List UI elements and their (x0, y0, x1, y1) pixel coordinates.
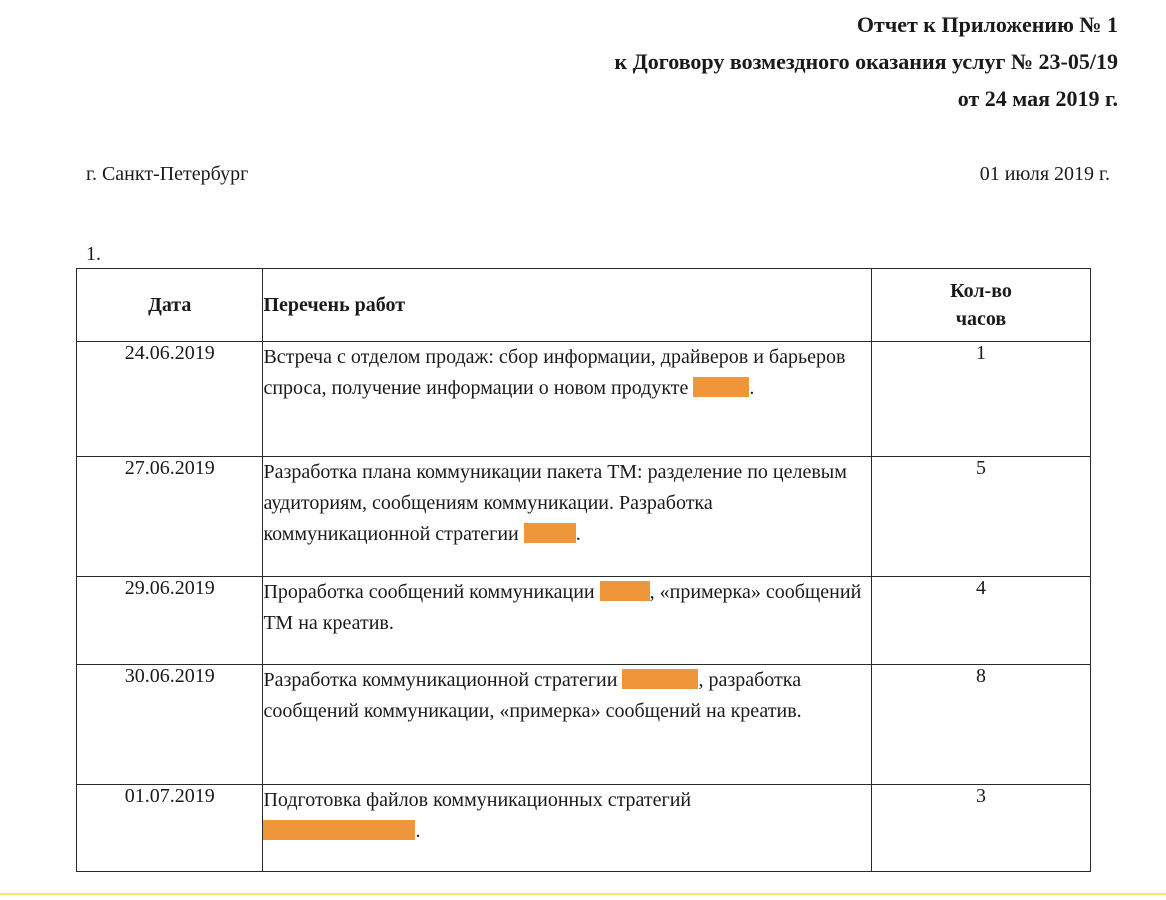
redaction-mark (524, 523, 576, 543)
header-hours-line2: часов (955, 308, 1007, 330)
header-title: Отчет к Приложению № 1 (856, 12, 1118, 37)
row-hours: 3 (871, 785, 1090, 872)
redaction-mark (693, 377, 749, 397)
row-date: 24.06.2019 (77, 342, 263, 457)
row-work-text-after: . (575, 523, 581, 545)
table-row (77, 342, 1091, 457)
row-date: 30.06.2019 (77, 665, 263, 785)
table-header-row (77, 269, 1091, 342)
city-label: г. Санкт-Петербург (86, 163, 249, 185)
row-work-text-after: . (749, 377, 755, 399)
row-hours: 4 (871, 577, 1090, 665)
row-work (263, 785, 872, 872)
header-hours-line1: Кол-во (950, 280, 1012, 302)
row-work-text-after: , разработка сообщений коммуникации, «примерка» сообщений на креатив. (263, 669, 802, 722)
row-work (263, 665, 872, 785)
row-work-text: Разработка плана коммуникации пакета ТМ: разделение по целевым аудиториям, сообщениям коммуникации. Разработка коммуникационной стратегии (263, 461, 847, 545)
row-work (263, 577, 872, 665)
header-work-list: Перечень работ (263, 269, 872, 342)
document-header (615, 6, 1119, 117)
redaction-mark (600, 581, 650, 601)
row-work-text: Подготовка файлов коммуникационных стратегий (263, 789, 692, 811)
redaction-mark (622, 669, 698, 689)
header-contract-date: от 24 мая 2019 г. (957, 86, 1118, 111)
row-work-text-after: . (415, 820, 421, 842)
table-row (77, 785, 1091, 872)
redaction-mark (263, 820, 415, 840)
row-hours: 5 (871, 457, 1090, 577)
table-row (77, 457, 1091, 577)
table-row (77, 577, 1091, 665)
row-work-text: Разработка коммуникационной стратегии (263, 669, 618, 691)
row-date: 29.06.2019 (77, 577, 263, 665)
row-work (263, 457, 872, 577)
row-work-text-after: , «примерка» сообщений ТМ на креатив. (263, 581, 862, 634)
header-date: Дата (77, 269, 263, 342)
header-hours (871, 269, 1090, 342)
section-number: 1. (86, 243, 101, 265)
row-date: 01.07.2019 (77, 785, 263, 872)
document-date: 01 июля 2019 г. (979, 163, 1110, 185)
table-row (77, 665, 1091, 785)
row-date: 27.06.2019 (77, 457, 263, 577)
row-work-text: Встреча с отделом продаж: сбор информации, драйверов и барьеров спроса, получение информации о новом продукте (263, 346, 846, 399)
work-report-table (76, 268, 1091, 872)
scan-edge-line (0, 893, 1166, 895)
row-work-text: Проработка сообщений коммуникации (263, 581, 595, 603)
row-work (263, 342, 872, 457)
row-hours: 8 (871, 665, 1090, 785)
row-hours: 1 (871, 342, 1090, 457)
header-contract: к Договору возмездного оказания услуг № 23-05/19 (614, 49, 1118, 74)
